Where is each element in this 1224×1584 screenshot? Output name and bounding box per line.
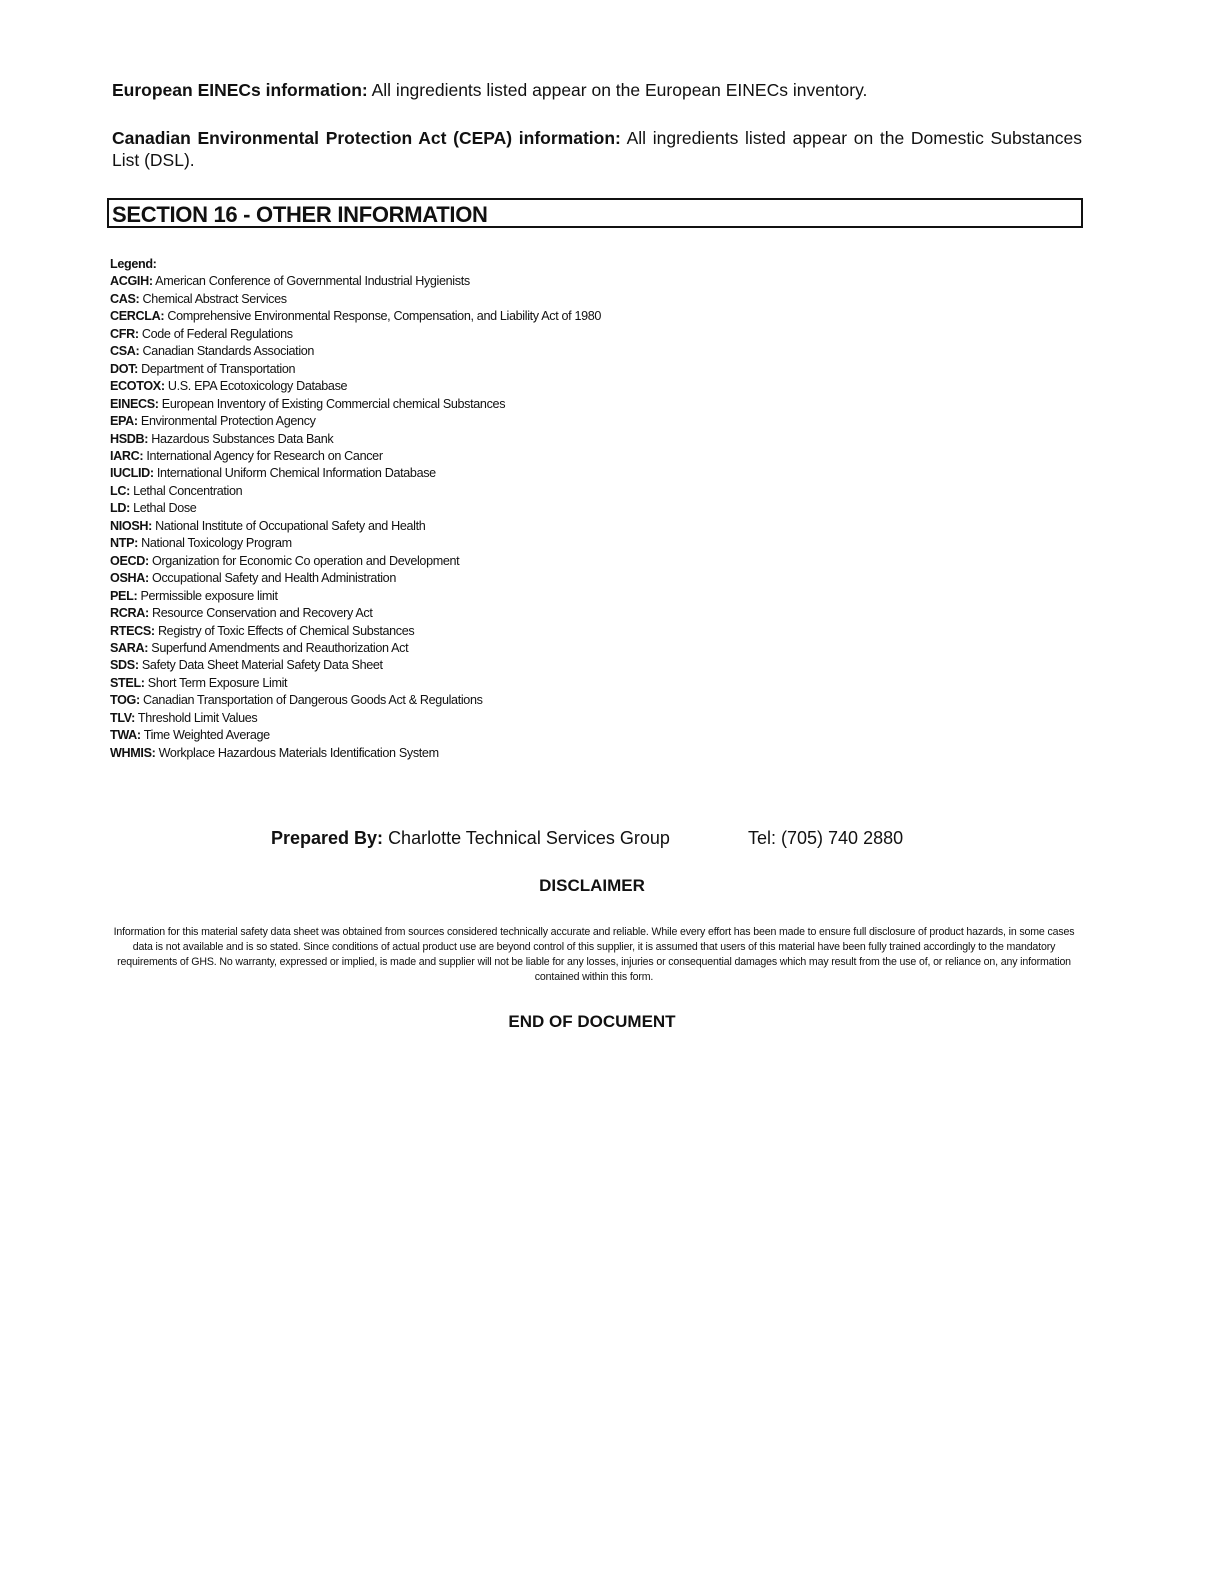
legend-abbr: CFR:	[110, 326, 139, 341]
legend-item	[110, 605, 810, 622]
legend-item	[110, 675, 810, 692]
legend-abbr: NTP:	[110, 536, 138, 551]
legend-definition: Code of Federal Regulations	[141, 326, 293, 341]
legend-abbr: DOT:	[110, 361, 138, 376]
legend-item	[110, 745, 810, 762]
legend-definition: Canadian Transportation of Dangerous Goods Act & Regulations	[143, 693, 483, 708]
legend-item	[110, 431, 810, 448]
legend-definition: Short Term Exposure Limit	[147, 675, 288, 690]
legend-item	[110, 727, 810, 744]
legend-abbr: ACGIH:	[110, 274, 153, 289]
disclaimer-title: DISCLAIMER	[539, 876, 645, 895]
legend-definition: European Inventory of Existing Commercial chemical Substances	[161, 396, 506, 411]
legend-item	[110, 326, 810, 343]
legend-item	[110, 657, 810, 674]
legend-item	[110, 588, 810, 605]
legend-abbr: WHMIS:	[110, 745, 156, 760]
legend-definition: International Agency for Research on Cancer	[146, 448, 383, 463]
legend-item	[110, 396, 810, 413]
legend-list	[110, 273, 810, 762]
telephone: Tel: (705) 740 2880	[748, 828, 904, 848]
legend-definition: Resource Conservation and Recovery Act	[151, 606, 373, 621]
legend-definition: Permissible exposure limit	[140, 588, 278, 603]
legend-item	[110, 710, 810, 727]
legend-abbr: IARC:	[110, 448, 144, 463]
legend-abbr: PEL:	[110, 588, 138, 603]
legend-abbr: EINECS:	[110, 396, 159, 411]
legend-abbr: STEL:	[110, 675, 145, 690]
legend-definition: Occupational Safety and Health Administration	[152, 571, 396, 586]
legend-item	[110, 273, 810, 290]
legend-abbr: ECOTOX:	[110, 379, 165, 394]
legend-item	[110, 692, 810, 709]
legend-item	[110, 448, 810, 465]
legend-item	[110, 361, 810, 378]
legend-definition: Lethal Concentration	[133, 483, 243, 498]
legend-abbr: NIOSH:	[110, 518, 152, 533]
legend-item	[110, 465, 810, 482]
legend-definition: National Toxicology Program	[141, 536, 292, 551]
legend-abbr: OECD:	[110, 553, 149, 568]
legend-item	[110, 570, 810, 587]
legend-definition: Workplace Hazardous Materials Identification System	[158, 745, 439, 760]
legend-abbr: LC:	[110, 483, 130, 498]
legend-abbr: EPA:	[110, 414, 138, 429]
legend-definition: Threshold Limit Values	[137, 710, 258, 725]
einecs-text: All ingredients listed appear on the European EINECs inventory.	[371, 80, 868, 100]
legend-definition: Canadian Standards Association	[142, 344, 315, 359]
legend-item	[110, 518, 810, 535]
legend-item	[110, 483, 810, 500]
end-of-document: END OF DOCUMENT	[508, 1012, 676, 1031]
legend-item	[110, 500, 810, 517]
legend-definition: U.S. EPA Ecotoxicology Database	[167, 379, 348, 394]
legend-abbr: CERCLA:	[110, 309, 165, 324]
legend-abbr: RCRA:	[110, 606, 149, 621]
legend-item	[110, 343, 810, 360]
legend-abbr: TWA:	[110, 728, 141, 743]
einecs-label: European EINECs information:	[112, 80, 368, 100]
legend-item	[110, 535, 810, 552]
legend-item	[110, 308, 810, 325]
legend-item	[110, 553, 810, 570]
einecs-paragraph	[112, 79, 1082, 101]
legend-item	[110, 291, 810, 308]
legend-abbr: OSHA:	[110, 571, 149, 586]
legend-abbr: CSA:	[110, 344, 140, 359]
legend-definition: Department of Transportation	[141, 361, 296, 376]
legend-abbr: RTECS:	[110, 623, 155, 638]
legend-definition: Organization for Economic Co operation and Development	[152, 553, 460, 568]
legend-item	[110, 623, 810, 640]
legend-abbr: HSDB:	[110, 431, 149, 446]
legend-item	[110, 640, 810, 657]
legend-definition: National Institute of Occupational Safety and Health	[155, 518, 426, 533]
legend-item	[110, 378, 810, 395]
legend-definition: Environmental Protection Agency	[140, 414, 316, 429]
disclaimer-text: Information for this material safety data sheet was obtained from sources considered technically accurate and reliable. While every effort has been made to ensure full disclosure of product hazards, in some cases data is not available and is so stated. Since conditions of actual product use are beyond control of this supplier, it is assumed that users of this material have been fully trained accordingly to the mandatory requirements of GHS. No warranty, expressed or implied, is made and supplier will not be liable for any losses, injuries or consequential damages which may result from the use of, or reliance on, any information contained within this form.	[113, 926, 1075, 983]
legend-definition: Chemical Abstract Services	[142, 291, 287, 306]
section-16-header	[107, 198, 1083, 228]
legend-definition: Lethal Dose	[133, 501, 197, 516]
legend-abbr: SARA:	[110, 640, 149, 655]
legend	[110, 256, 810, 762]
legend-item	[110, 413, 810, 430]
prepared-by	[271, 827, 670, 849]
legend-definition: Hazardous Substances Data Bank	[151, 431, 334, 446]
legend-definition: Safety Data Sheet Material Safety Data Sheet	[141, 658, 383, 673]
legend-title: Legend:	[110, 257, 157, 271]
legend-definition: Superfund Amendments and Reauthorization Act	[151, 640, 409, 655]
legend-definition: Comprehensive Environmental Response, Compensation, and Liability Act of 1980	[167, 309, 602, 324]
cepa-paragraph	[112, 127, 1082, 171]
legend-definition: Time Weighted Average	[143, 728, 270, 743]
prepared-by-value: Charlotte Technical Services Group	[388, 828, 670, 848]
cepa-label: Canadian Environmental Protection Act (CEPA) information:	[112, 128, 621, 148]
legend-definition: American Conference of Governmental Industrial Hygienists	[155, 274, 470, 289]
legend-abbr: IUCLID:	[110, 466, 154, 481]
section-title: SECTION 16 - OTHER INFORMATION	[112, 202, 488, 227]
legend-abbr: LD:	[110, 501, 130, 516]
legend-definition: International Uniform Chemical Information Database	[156, 466, 436, 481]
legend-abbr: TOG:	[110, 693, 140, 708]
legend-abbr: TLV:	[110, 710, 135, 725]
legend-abbr: CAS:	[110, 291, 140, 306]
cepa-text: All ingredients listed appear on the Domestic Substances List (DSL).	[112, 128, 1082, 170]
legend-abbr: SDS:	[110, 658, 139, 673]
prepared-by-label: Prepared By:	[271, 828, 384, 848]
legend-definition: Registry of Toxic Effects of Chemical Substances	[157, 623, 415, 638]
